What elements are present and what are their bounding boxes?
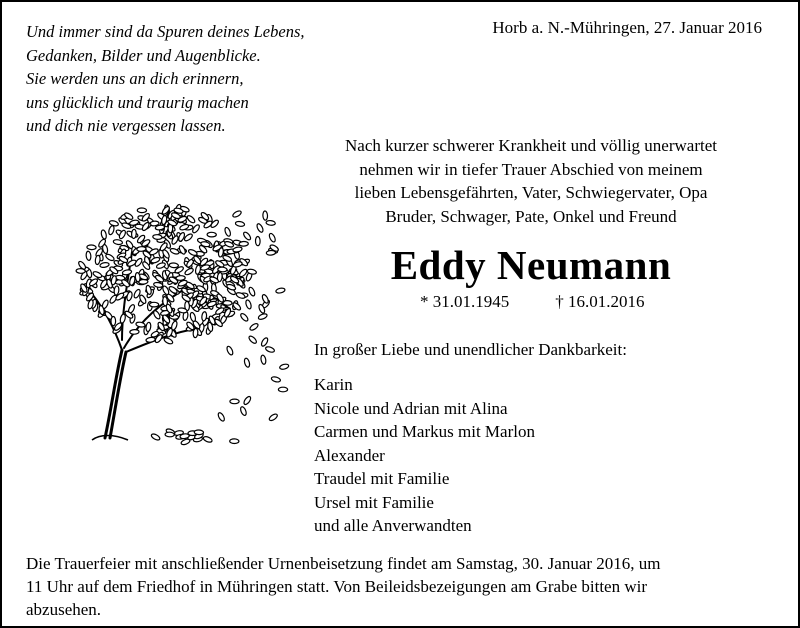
funeral-line: 11 Uhr auf dem Friedhof in Mühringen statt. Von Beileidsbezeigungen am Grabe bitten wir xyxy=(26,577,647,596)
mourners-list xyxy=(314,373,535,538)
mourner-item: Ursel mit Familie xyxy=(314,492,434,512)
windblown-tree-icon xyxy=(70,190,290,450)
announcement-text xyxy=(292,134,770,228)
announcement-line: nehmen wir in tiefer Trauer Abschied von meinem xyxy=(359,159,703,179)
place-date: Horb a. N.-Mühringen, 27. Januar 2016 xyxy=(492,18,762,37)
life-dates xyxy=(420,292,645,312)
mourner-item: Alexander xyxy=(314,445,385,465)
announcement-line: Bruder, Schwager, Pate, Onkel und Freund xyxy=(385,206,677,226)
love-line: In großer Liebe und unendlicher Dankbarkeit: xyxy=(314,340,627,359)
funeral-line: Die Trauerfeier mit anschließender Urnenbeisetzung findet am Samstag, 30. Januar 2016, um xyxy=(26,554,661,573)
memorial-poem xyxy=(26,20,305,138)
mourner-item: Carmen und Markus mit Marlon xyxy=(314,422,535,441)
mourner-item: Karin xyxy=(314,375,353,394)
mourner-item: Nicole und Adrian mit Alina xyxy=(314,398,508,418)
poem-line: und dich nie vergessen lassen. xyxy=(26,116,226,135)
poem-line: Sie werden uns an dich erinnern, xyxy=(26,69,244,88)
poem-line: Gedanken, Bilder und Augenblicke. xyxy=(26,45,261,65)
deceased-name: Eddy Neumann xyxy=(390,242,672,288)
birth-date: * 31.01.1945 xyxy=(420,292,510,311)
mourner-item: Traudel mit Familie xyxy=(314,469,450,488)
announcement-line: lieben Lebensgefährten, Vater, Schwiegervater, Opa xyxy=(354,183,708,202)
poem-line: uns glücklich und traurig machen xyxy=(26,92,249,112)
funeral-line: abzusehen. xyxy=(26,600,102,619)
death-date: † 16.01.2016 xyxy=(555,292,645,311)
funeral-notice xyxy=(26,552,776,621)
mourner-item: und alle Anverwandten xyxy=(314,516,472,535)
poem-line: Und immer sind da Spuren deines Lebens, xyxy=(26,22,305,41)
announcement-line: Nach kurzer schwerer Krankheit und völlig unerwartet xyxy=(345,136,717,155)
